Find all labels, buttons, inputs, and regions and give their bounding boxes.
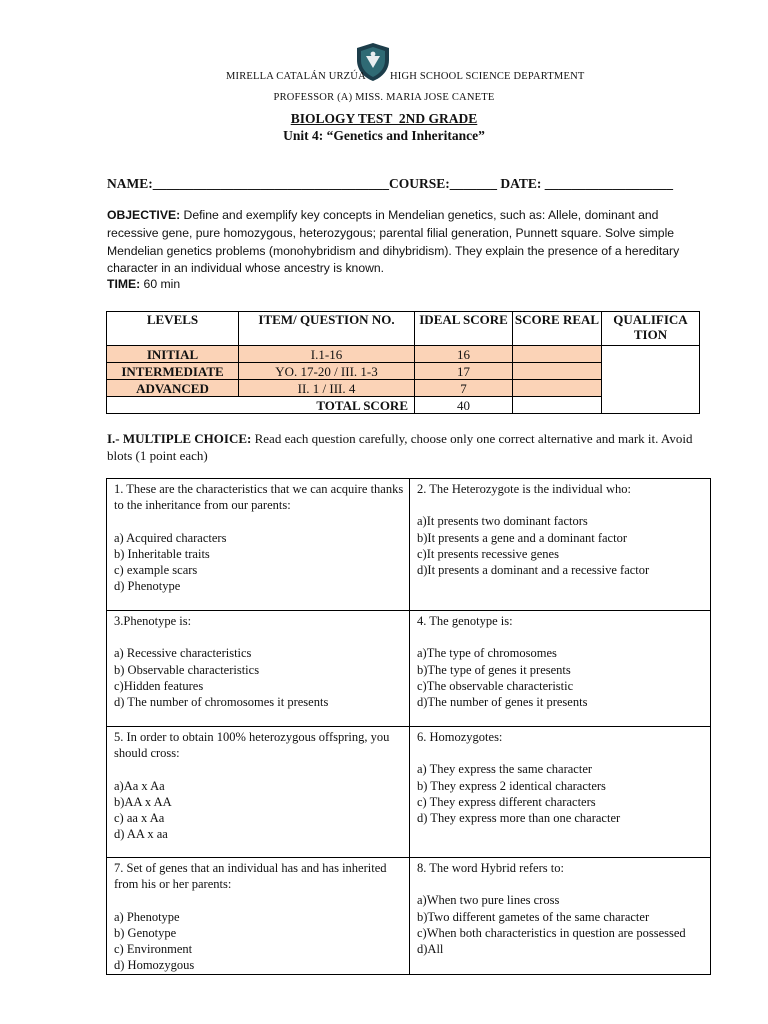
unit-title: Unit 4: “Genetics and Inheritance” [283, 128, 485, 143]
option-b[interactable]: b) Genotype [114, 925, 177, 940]
option-c[interactable]: c) aa x Aa [114, 811, 165, 826]
level-cell: ADVANCED [107, 380, 239, 397]
time-value: 60 min [140, 277, 181, 291]
option-c[interactable]: c)Hidden features [114, 678, 204, 693]
level-cell: INTERMEDIATE [107, 363, 239, 380]
question-cell-7 [107, 858, 410, 975]
question-row [107, 479, 711, 611]
question-cell-2 [410, 479, 711, 611]
question-row [107, 858, 711, 975]
question-text: 6. Homozygotes: [417, 730, 503, 744]
question-cell-4 [410, 611, 711, 727]
school-name: MIRELLA CATALÁN URZÚA [226, 71, 366, 82]
professor-name: PROFESSOR (A) MISS. MARIA JOSE CANETE [273, 92, 495, 103]
header-items: ITEM/ QUESTION NO. [239, 312, 415, 346]
question-text: 5. In order to obtain 100% heterozygous offspring, you should cross: [114, 730, 390, 761]
score-table [106, 311, 700, 414]
option-a[interactable]: a)Aa x Aa [114, 778, 165, 793]
option-d[interactable]: d)The number of genes it presents [417, 695, 588, 710]
option-a[interactable]: a)When two pure lines cross [417, 893, 560, 908]
option-d[interactable]: d)It presents a dominant and a recessive factor [417, 563, 650, 578]
ideal-cell: 16 [415, 346, 513, 363]
option-c[interactable]: c)The observable characteristic [417, 678, 574, 693]
score-table-header [107, 312, 700, 346]
option-b[interactable]: b)The type of genes it presents [417, 662, 571, 677]
option-b[interactable]: b)AA x AA [114, 794, 172, 809]
score-real-cell[interactable] [513, 363, 602, 380]
department-name: HIGH SCHOOL SCIENCE DEPARTMENT [390, 71, 585, 82]
question-row [107, 727, 711, 858]
items-cell: II. 1 / III. 4 [239, 380, 415, 397]
question-cell-5 [107, 727, 410, 858]
header-score-real: SCORE REAL [513, 312, 602, 346]
option-d[interactable]: d) AA x aa [114, 827, 168, 842]
option-d[interactable]: d)All [417, 942, 444, 957]
option-d[interactable]: d) Phenotype [114, 579, 181, 594]
ideal-cell: 7 [415, 380, 513, 397]
time-line [107, 277, 180, 291]
option-a[interactable]: a)It presents two dominant factors [417, 514, 588, 529]
score-real-cell[interactable] [513, 380, 602, 397]
option-d[interactable]: d) The number of chromosomes it presents [114, 695, 329, 710]
objective-label: OBJECTIVE: [107, 208, 181, 222]
section-label: I.- MULTIPLE CHOICE: [107, 431, 252, 446]
section-text: Read each question carefully, choose only one correct alternative and mark it. Avoid blots (1 point each) [107, 431, 693, 463]
option-b[interactable]: b) Inheritable traits [114, 546, 210, 561]
option-a[interactable]: a) Acquired characters [114, 530, 227, 545]
question-cell-3 [107, 611, 410, 727]
header-ideal-score: IDEAL SCORE [415, 312, 513, 346]
questions-table [106, 478, 711, 975]
header-levels: LEVELS [107, 312, 239, 346]
question-cell-8 [410, 858, 711, 975]
question-cell-6 [410, 727, 711, 858]
student-info-line[interactable]: NAME:___________________________________COURSE:_______ DATE: ___________________ [107, 176, 673, 191]
option-a[interactable]: a) Phenotype [114, 909, 180, 924]
section-instructions [107, 430, 707, 464]
option-c[interactable]: c) Environment [114, 942, 193, 957]
qualification-cell[interactable] [602, 346, 700, 414]
test-title: BIOLOGY TEST 2ND GRADE [290, 111, 478, 126]
option-b[interactable]: b)Two different gametes of the same character [417, 909, 650, 924]
question-text: 3.Phenotype is: [114, 614, 192, 628]
option-b[interactable]: b) They express 2 identical characters [417, 778, 606, 793]
option-b[interactable]: b)It presents a gene and a dominant factor [417, 530, 627, 545]
option-c[interactable]: c) example scars [114, 563, 198, 578]
option-a[interactable]: a)The type of chromosomes [417, 646, 557, 661]
option-a[interactable]: a) They express the same character [417, 762, 593, 777]
total-score-real-cell[interactable] [513, 397, 602, 414]
objective-text: Define and exemplify key concepts in Mendelian genetics, such as: Allele, dominant and recessive gene, pure homozygous, heterozygous; parental filial generation, Punnett square. Solve simple Mendelian genetics problems (monohybridism and dihybridism). They explain the presence of a hereditary character in an individual whose ancestry is known. [107, 208, 680, 276]
option-d[interactable]: d) They express more than one character [417, 811, 621, 826]
question-text: 1. These are the characteristics that we can acquire thanks to the inheritance from our parents: [114, 482, 404, 513]
table-row [107, 346, 700, 363]
option-c[interactable]: c)It presents recessive genes [417, 546, 559, 561]
option-c[interactable]: c)When both characteristics in question are possessed [417, 925, 686, 940]
ideal-cell: 17 [415, 363, 513, 380]
items-cell: YO. 17-20 / III. 1-3 [239, 363, 415, 380]
total-score-value: 40 [415, 397, 513, 414]
time-label: TIME: [107, 277, 141, 291]
option-d[interactable]: d) Homozygous [114, 958, 195, 973]
option-a[interactable]: a) Recessive characteristics [114, 646, 252, 661]
level-cell: INITIAL [107, 346, 239, 363]
question-text: 4. The genotype is: [417, 614, 513, 628]
question-text: 2. The Heterozygote is the individual who: [417, 482, 631, 496]
total-score-label: TOTAL SCORE [107, 397, 415, 414]
question-text: 8. The word Hybrid refers to: [417, 861, 564, 875]
score-real-cell[interactable] [513, 346, 602, 363]
objective-paragraph [107, 207, 697, 278]
question-text: 7. Set of genes that an individual has and has inherited from his or her parents: [114, 861, 387, 892]
option-c[interactable]: c) They express different characters [417, 794, 596, 809]
header-qualification: QUALIFICA TION [602, 312, 700, 346]
option-b[interactable]: b) Observable characteristics [114, 662, 260, 677]
question-row [107, 611, 711, 727]
items-cell: I.1-16 [239, 346, 415, 363]
question-cell-1 [107, 479, 410, 611]
